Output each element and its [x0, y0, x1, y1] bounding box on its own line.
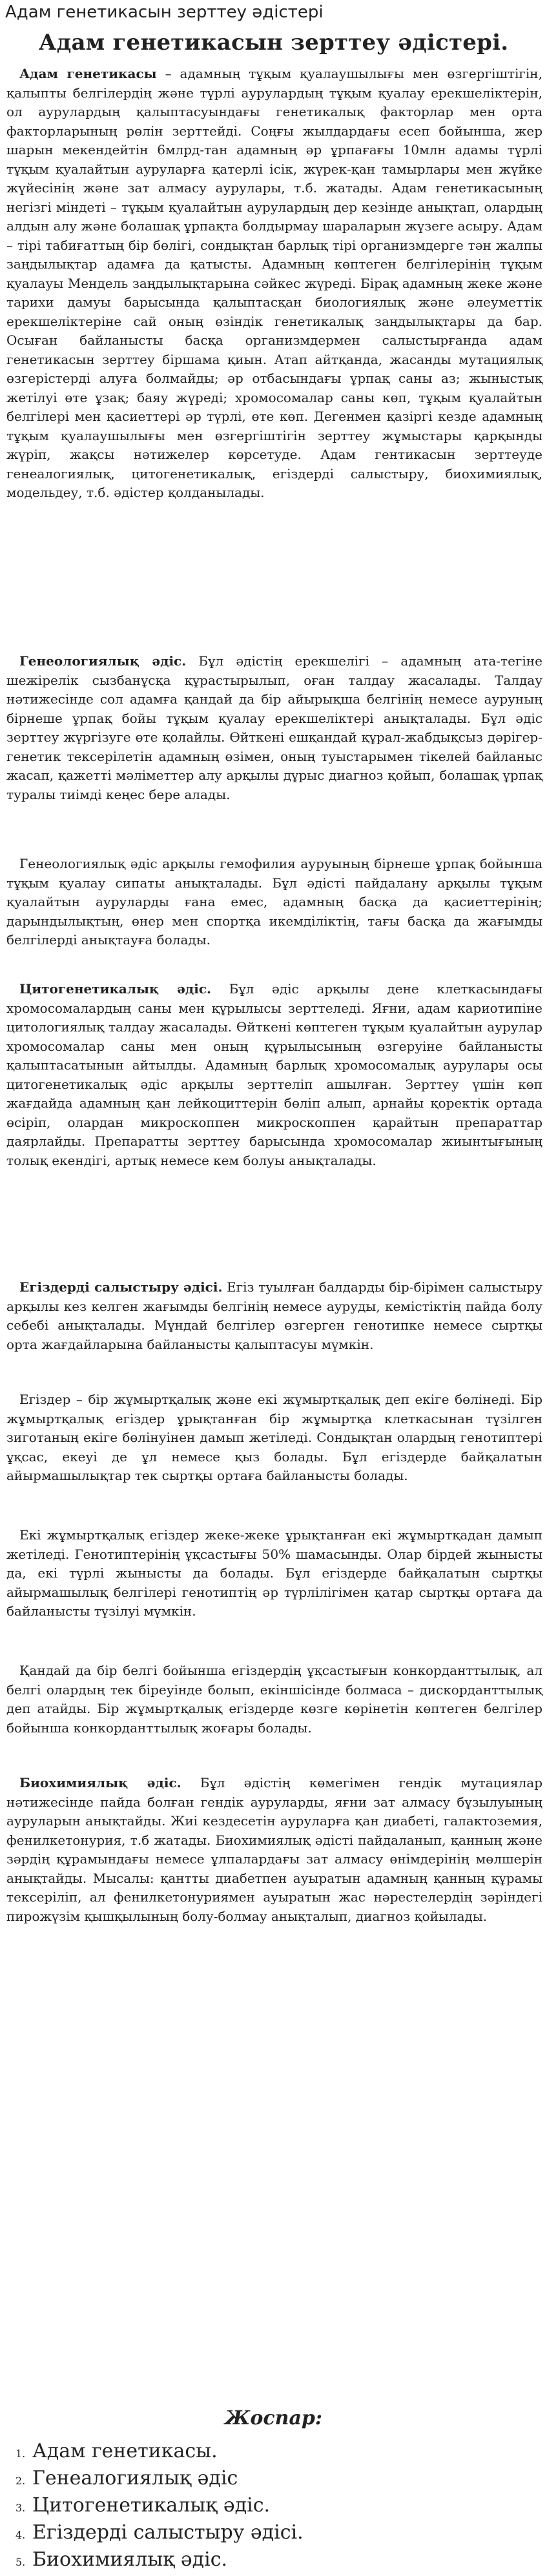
document-header-label: Адам генетикасын зерттеу әдістері: [5, 3, 324, 22]
paragraph-genealogical-examples: [6, 855, 542, 950]
plan-item-label: Цитогенетикалық әдіс.: [32, 2494, 271, 2517]
plan-item: [15, 2438, 304, 2465]
plan-list: [15, 2438, 304, 2573]
plan-item: [15, 2492, 304, 2519]
document-title: Адам генетикасын зерттеу әдістері.: [38, 30, 509, 56]
paragraph-lead: Генеологиялық әдіс.: [19, 653, 187, 669]
plan-item-label: Адам генетикасы.: [32, 2440, 218, 2462]
paragraph-text: Екі жұмыртқалық егіздер жеке-жеке ұрықтанған екі жұмыртқадан дамып жетіледі. Генотиптерінің ұқсастығы 50% шамасынды. Олар бірдей жынысты да, екі түрлі жынысты да болады. Бұл егіздерде байқалатын сыртқы айырмашылық белгілері генотиптің әр түрлілігімен қатар сыртқы ортаға да байланысты түзілуі мүмкін.: [6, 1527, 542, 1619]
paragraph-human-genetics: [6, 65, 542, 503]
plan-item: [15, 2519, 304, 2546]
plan-item-number: 2.: [15, 2475, 26, 2487]
paragraph-genealogical-method: [6, 652, 542, 804]
plan-item-number: 4.: [15, 2529, 26, 2541]
plan-item-number: 5.: [15, 2556, 26, 2568]
plan-item: [15, 2465, 304, 2492]
paragraph-text: Егіздер – бір жұмыртқалық және екі жұмыртқалық деп екіге бөлінеді. Бір жұмыртқалық егіздер ұрықтанған бір жұмыртқа клеткасынан түзілген зиготаның екіге бөлінуінен дамып жетіледі. Сондықтан олардың генотиптері ұқсас, екеуі де ұл немесе қыз болады. Бұл егіздерде байқалатын айырмашылықтар тек сыртқы ортаға байланысты болады.: [6, 1392, 542, 1483]
paragraph-text: Қандай да бір белгі бойынша егіздердің ұқсастығын конкорданттылық, ал белгі олардың тек біреуінде болып, екіншісінде болмаса – дискорданттылық деп атайды. Бір жұмыртқалық егіздерде көзге көрінетін көптеген белгілер бойынша конкорданттылық жоғары болады.: [6, 1663, 542, 1736]
paragraph-concordance: [6, 1661, 542, 1738]
plan-item-label: Генеалогиялық әдіс: [32, 2467, 238, 2490]
paragraph-twin-method: [6, 1278, 542, 1354]
paragraph-identical-twins: [6, 1390, 542, 1486]
plan-item-label: Биохимиялық әдіс.: [32, 2548, 228, 2571]
paragraph-biochemical-method: [6, 1774, 542, 1926]
plan-item-label: Егіздерді салыстыру әдісі.: [32, 2521, 304, 2544]
paragraph-text: – адамның тұқым қуалаушылығы мен өзгергіштігін, қалыпты белгілердің және түрлі аурулардың тұқым қуалау ерекшеліктерін, ол аурулардың қалыптасуындағы генетикалық факторлар мен орта факторларының рөлін зерттейді. Соңғы жылдардағы есеп бойынша, жер шарын мекендейтін 6млрд-тан адамның әр ұрпағағы 10млн адамы түрлі тұқым қуалайтын ауруларға қатерлі ісік, жүрек-қан тамырлары мен жүйке жүйесінің және зат алмасу аурулары, т.б. жатады. Адам генетикасының негізгі міндеті – тұқым қуалайтын аурулардың дер кезінде анықтап, олардың алдын алу және болашақ ұрпақта болдырмау шараларын жүзеге асыру. Адам – тірі табиғаттың бір бөлігі, сондықтан барлық тірі организмдерге тән жалпы заңдылықтар адамға да қатысты. Адамның көптеген белгілерінің тұқым қуалауы Мендель заңдылықтарына сәйкес жүреді. Бірақ адамның жеке және тарихи дамуы барысында қалыптасқан биологиялық және әлеуметтік ерекшеліктеріне сай оның өзіндік генетикалық заңдылықтары да бар. Осыған байланысты басқа организмдермен салыстырғанда адам генетикасын зерттеу біршама қиын. Атап айтқанда, жасанды мутациялық өзгерістерді алуға болмайды; әр отбасындағы ұрпақ саны аз; жыныстық жетілуі өте ұзақ; баяу жүреді; хромосомалар саны көп, тұқым қуалайтын белгілері мен қасиеттері әр түрлі, өте көп. Дегенмен қазіргі кезде адамның тұқым қуалаушылығы мен өзгергіштігін зерттеу жұмыстары қарқынды жүріп, жақсы нәтижелер көрсетуде. Адам гентикасын зерттеуде генеалогиялық, цитогенетикалық, егіздерді салыстыру, биохимиялық, модельдеу, т.б. әдістер қолданылады.: [6, 66, 542, 500]
plan-title: Жоспар:: [225, 2407, 322, 2429]
paragraph-text: Бұл әдістің ерекшелігі – адамның ата-тегіне шежірелік сызбанұсқа құрастырылып, оған талдау жасалады. Талдау нәтижесінде сол адамға қандай да бір айырықша белгінің немесе ауруның бірнеше ұрпақ бойы тұқым қуалау ерекшеліктері анықталады. Бұл әдіс зерттеу жүргізуге өте қолайлы. Өйткені ешқандай құрал-жабдықсыз дәрігер-генетик тексерілетін адамның өзімен, оның туыстарымен тікелей байланыс жасап, қажетті мәліметтер алу арқылы дұрыс диагноз қойып, болашақ ұрпақ туралы тиімді кеңес бере алады.: [6, 653, 542, 802]
paragraph-fraternal-twins: [6, 1526, 542, 1621]
paragraph-lead: Адам генетикасы: [19, 66, 157, 81]
paragraph-text: Бұл әдістің көмегімен гендік мутациялар нәтижесінде пайда болған гендік ауруларды, яғни зат алмасу бұзылуының ауруларын анықтайды. Жиі кездесетін ауруларға қан диабеті, галактоземия, фенилкетонурия, т.б жатады. Биохимиялық әдісті пайдаланып, қанның және зәрдің құрамындағы немесе ұлпалардағы зат алмасу өнімдерінің мөлшерін анықтайды. Мысалы: қантты диабетпен ауыратын адамның қанның құрамы тексеріліп, ал фенилкетонуриямен ауыратын жас нәрестелердің зәріндегі пирожүзім қышқылының болу-болмау анықталып, диагноз қойылады.: [6, 1775, 542, 1924]
paragraph-cytogenetic-method: [6, 980, 542, 1170]
paragraph-lead: Цитогенетикалық әдіс.: [19, 981, 211, 997]
paragraph-text: Егіз туылған балдарды бір-бірімен салыстыру арқылы кез келген жағымды белгінің немесе ауруды, кемістіктің пайда болу себебі анықталады. Мұндай белгілер өзгерген генотипке немесе сыртқы орта жағдайларына байланысты қалыптасуы мүмкін.: [6, 1279, 543, 1352]
paragraph-lead: Биохимиялық әдіс.: [19, 1775, 181, 1790]
paragraph-text: Бұл әдіс арқылы дене клеткасындағы хромосомалардың саны мен құрылысы зерттеледі. Яғни, адам кариотипіне цитологиялық талдау жасалады. Өйткені көптеген тұқым қуалайтын аурулар хромосомалар саны мен оның құрылысының өзгеруіне байланысты қалыптасатынын айтылды. Адамның барлық хромосомалық аурулары осы цитогенетикалық әдіс арқылы зерттеліп ашылған. Зерттеу үшін көп жағдайда адамның қан лейкоциттерін бөліп алып, арнайы қоректік ортада өсіріп, олардан микроскоппен микроскоппен қарайтын препараттар даярлайды. Препаратты зерттеу барысында хромосомалар жиынтығының толық екендігі, артық немесе кем болуы анықталады.: [6, 981, 543, 1168]
paragraph-lead: Егіздерді салыстыру әдісі.: [19, 1279, 223, 1295]
paragraph-text: Генеологиялық әдіс арқылы гемофилия ауруының бірнеше ұрпақ бойынша тұқым қуалау сипаты анықталады. Бұл әдісті пайдалану арқылы тұқым қуалайтын ауруларды ғана емес, адамның басқа да қасиеттерінің; дарындылықтың, өнер мен спортқа икемділіктің, тағы басқа да жағымды белгілерді анықтауға болады.: [6, 856, 542, 948]
plan-item-number: 3.: [15, 2502, 26, 2514]
plan-item-number: 1.: [15, 2448, 26, 2460]
